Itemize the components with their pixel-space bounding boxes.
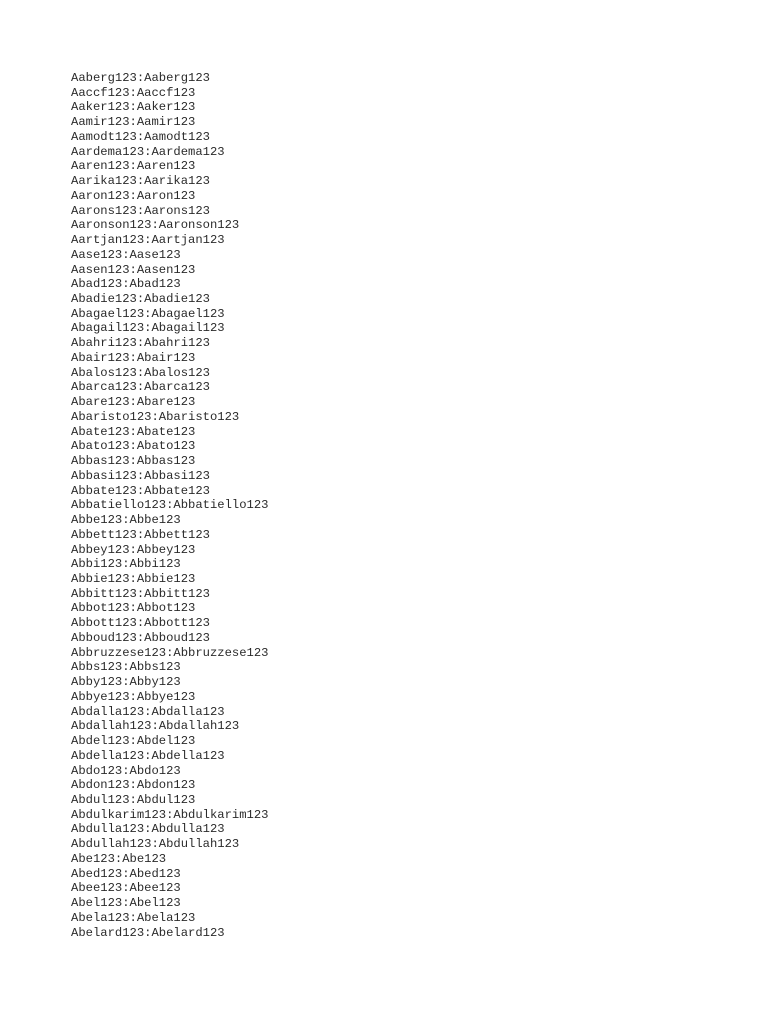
list-item: Abadie123:Abadie123	[71, 292, 210, 307]
list-item: Abarca123:Abarca123	[71, 380, 210, 395]
list-item: Abagael123:Abagael123	[71, 306, 225, 321]
list-item: Abbe123:Abbe123	[71, 513, 181, 528]
list-item: Abela123:Abela123	[71, 910, 196, 925]
list-item: Abbey123:Abbey123	[71, 542, 196, 557]
list-item: Aase123:Aase123	[71, 247, 181, 262]
list-item: Aaronson123:Aaronson123	[71, 218, 240, 233]
list-item: Abair123:Abair123	[71, 350, 196, 365]
list-item: Abbas123:Abbas123	[71, 454, 196, 469]
list-item: Abaristo123:Abaristo123	[71, 409, 240, 424]
list-item: Abbie123:Abbie123	[71, 571, 196, 586]
list-item: Aaberg123:Aaberg123	[71, 71, 210, 85]
list-item: Abbye123:Abbye123	[71, 689, 196, 704]
list-item: Abbot123:Abbot123	[71, 601, 196, 616]
list-item: Abbett123:Abbett123	[71, 527, 210, 542]
list-item: Aaker123:Aaker123	[71, 100, 196, 115]
list-item: Abbatiello123:Abbatiello123	[71, 498, 269, 513]
list-item: Abbitt123:Abbitt123	[71, 586, 210, 601]
list-item: Aaron123:Aaron123	[71, 188, 196, 203]
list-item: Abbs123:Abbs123	[71, 660, 181, 675]
list-item: Aardema123:Aardema123	[71, 144, 225, 159]
list-item: Abdul123:Abdul123	[71, 792, 196, 807]
credential-list	[71, 71, 268, 940]
list-item: Abdallah123:Abdallah123	[71, 719, 240, 734]
list-item: Abad123:Abad123	[71, 277, 181, 292]
list-item: Abelard123:Abelard123	[71, 925, 225, 940]
list-item: Abdel123:Abdel123	[71, 734, 196, 749]
list-item: Aamir123:Aamir123	[71, 115, 196, 130]
list-item: Abdalla123:Abdalla123	[71, 704, 225, 719]
list-item: Aarika123:Aarika123	[71, 174, 210, 189]
list-item: Aaren123:Aaren123	[71, 159, 196, 174]
list-item: Abdon123:Abdon123	[71, 778, 196, 793]
list-item: Abbott123:Abbott123	[71, 616, 210, 631]
list-item: Abe123:Abe123	[71, 851, 167, 866]
list-item: Abato123:Abato123	[71, 439, 196, 454]
list-item: Abate123:Abate123	[71, 424, 196, 439]
list-item: Abby123:Abby123	[71, 675, 181, 690]
list-item: Abagail123:Abagail123	[71, 321, 225, 336]
list-item: Abdulkarim123:Abdulkarim123	[71, 807, 269, 822]
list-item: Abdella123:Abdella123	[71, 748, 225, 763]
list-item: Aaccf123:Aaccf123	[71, 85, 196, 100]
list-item: Abbasi123:Abbasi123	[71, 468, 210, 483]
list-item: Abel123:Abel123	[71, 896, 181, 911]
list-item: Abdulla123:Abdulla123	[71, 822, 225, 837]
list-item: Abdullah123:Abdullah123	[71, 837, 240, 852]
list-item: Abee123:Abee123	[71, 881, 181, 896]
list-item: Abbi123:Abbi123	[71, 557, 181, 572]
list-item: Abed123:Abed123	[71, 866, 181, 881]
list-item: Aartjan123:Aartjan123	[71, 233, 225, 248]
list-item: Abare123:Abare123	[71, 395, 196, 410]
list-item: Abbate123:Abbate123	[71, 483, 210, 498]
list-item: Abbruzzese123:Abbruzzese123	[71, 645, 269, 660]
list-item: Aasen123:Aasen123	[71, 262, 196, 277]
list-item: Aarons123:Aarons123	[71, 203, 210, 218]
list-item: Abalos123:Abalos123	[71, 365, 210, 380]
list-item: Aamodt123:Aamodt123	[71, 129, 210, 144]
list-item: Abboud123:Abboud123	[71, 630, 210, 645]
list-item: Abahri123:Abahri123	[71, 336, 210, 351]
list-item: Abdo123:Abdo123	[71, 763, 181, 778]
